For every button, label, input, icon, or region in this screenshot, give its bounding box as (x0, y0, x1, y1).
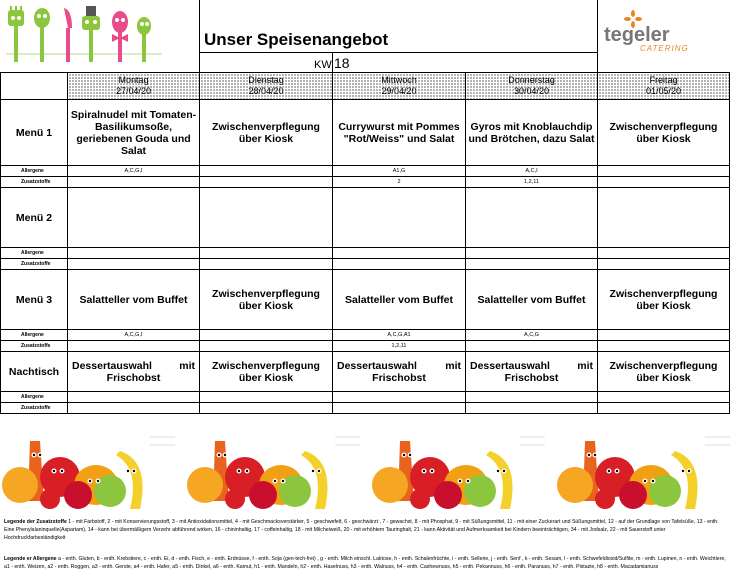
dessert-row (1, 352, 730, 392)
dessert-text: Frischobst (372, 371, 426, 384)
dessert-text: Dessertauswahl (72, 359, 152, 372)
allergene-cell: A,C,G,A1 (333, 330, 466, 341)
legend-zusatzstoffe (4, 518, 726, 542)
header-divider (199, 0, 200, 72)
zusatzstoffe-cell (598, 259, 730, 270)
zusatzstoffe-cell (68, 177, 200, 188)
menu2-allergene-row (1, 248, 730, 259)
dish-cell: Zwischenverpflegung über Kiosk (200, 100, 333, 166)
menu1-allergene-row (1, 166, 730, 177)
dish-cell: Gyros mit Knoblauchdip und Brötchen, dazu Salat (466, 100, 598, 166)
dish-cell (333, 188, 466, 248)
menu-table (0, 72, 730, 414)
zusatzstoffe-cell (200, 341, 333, 352)
header (0, 0, 731, 72)
dish-cell (333, 352, 466, 392)
menu1-zusatzstoffe-row (1, 177, 730, 188)
calendar-week-label: KW (314, 59, 332, 71)
day-date: 01/05/20 (645, 86, 682, 96)
day-name: Mittwoch (381, 75, 417, 85)
day-name: Dienstag (248, 75, 284, 85)
fruit-characters-illustration (185, 431, 360, 511)
zusatzstoffe-label: Zusatzstoffe (1, 177, 68, 188)
legend-allergene-label: Legende er Allergene (4, 556, 57, 562)
zusatzstoffe-label: Zusatzstoffe (1, 259, 68, 270)
day-name: Montag (118, 75, 149, 85)
dish-cell (598, 188, 730, 248)
allergene-cell: A,C,G (466, 330, 598, 341)
fruit-characters-illustration (370, 431, 545, 511)
zusatzstoffe-label: Zusatzstoffe (1, 341, 68, 352)
allergene-cell (598, 392, 730, 403)
dessert-text: mit (577, 359, 593, 372)
menu2-zusatzstoffe-row (1, 259, 730, 270)
zusatzstoffe-cell (598, 341, 730, 352)
allergene-label: Allergene (1, 248, 68, 259)
row-label-dessert: Nachtisch (1, 352, 68, 392)
dessert-text: mit (445, 359, 461, 372)
allergene-cell (598, 248, 730, 259)
tegeler-catering-logo (604, 10, 724, 58)
zusatzstoffe-cell (466, 403, 598, 414)
allergene-cell (200, 248, 333, 259)
dish-cell (68, 188, 200, 248)
zusatzstoffe-cell (200, 259, 333, 270)
day-date: 29/04/20 (381, 86, 417, 96)
row-label-menu1: Menü 1 (1, 100, 68, 166)
zusatzstoffe-cell: 1,2,11 (466, 177, 598, 188)
fruit-characters-illustration (0, 431, 175, 511)
dish-cell (200, 188, 333, 248)
dish-cell: Zwischenverpflegung über Kiosk (200, 352, 333, 392)
zusatzstoffe-cell (466, 341, 598, 352)
day-header-tuesday (200, 73, 333, 100)
dish-cell: Zwischenverpflegung über Kiosk (598, 352, 730, 392)
legend-allergene-text: a - enth. Gluten, b - enth. Krebstiere, c - enth. Ei, d - enth. Fisch, e - enth. Erdnüsse, f - enth. Soja (gen-tech-frei) , g - enth. Milch einschl. Laktose, h - enth. Schalenfrüchte, i - enth. Sellerie, j - enth. Senf , k - enth. Sesam, l - enth. Schwefeldioxid/Sulfite, m - enth. Lupinen, n - enth. Weichtiere, a1 - enth. Weizen, a2 - enth. Roggen, a3 - enth. Gerste, a4 - enth. Hafer, a5 - enth. Dinkel, a6 - enth. Kamut, h1 - enth. Mandeln, h2 - enth. Haselnuss, h3 - enth. Walnuss, h4 - enth. Cashewnuss, h5 - enth. Pekannuss, h6 - enth. Paranuss, h7 - enth. Pistazie, h8 - enth. Macadamianuss (4, 556, 726, 570)
zusatzstoffe-cell (68, 403, 200, 414)
zusatzstoffe-cell: 1,2,11 (333, 341, 466, 352)
fruit-characters-illustration (555, 431, 730, 511)
dessert-text: Dessertauswahl (337, 359, 417, 372)
logo-subtitle: CATERING (640, 44, 689, 53)
allergene-cell (68, 248, 200, 259)
day-header-monday (68, 73, 200, 100)
allergene-cell (466, 392, 598, 403)
dish-cell: Zwischenverpflegung über Kiosk (598, 100, 730, 166)
row-label-menu3: Menü 3 (1, 270, 68, 330)
day-date: 30/04/20 (513, 86, 550, 96)
allergene-cell (68, 392, 200, 403)
allergene-cell (333, 392, 466, 403)
page-title: Unser Speisenangebot (204, 30, 389, 49)
header-divider (597, 0, 598, 72)
dish-cell (68, 352, 200, 392)
day-date: 27/04/20 (115, 86, 152, 96)
zusatzstoffe-cell (68, 259, 200, 270)
allergene-cell (200, 392, 333, 403)
day-header-friday (598, 73, 730, 100)
day-header-wednesday (333, 73, 466, 100)
dish-cell: Currywurst mit Pommes "Rot/Weiss" und Salat (333, 100, 466, 166)
day-name: Freitag (649, 75, 678, 85)
dish-cell (466, 188, 598, 248)
legend-allergene (4, 555, 726, 571)
allergene-cell: A,C,G,I (68, 330, 200, 341)
menu3-zusatzstoffe-row (1, 341, 730, 352)
dessert-text: Frischobst (504, 371, 559, 384)
dish-cell: Salatteller vom Buffet (466, 270, 598, 330)
cutlery-characters-illustration (2, 4, 162, 68)
row-label-menu2: Menü 2 (1, 188, 68, 248)
zusatzstoffe-cell (68, 341, 200, 352)
dish-cell: Zwischenverpflegung über Kiosk (200, 270, 333, 330)
legend-zusatzstoffe-label: Legende der Zusatzstoffe (4, 519, 67, 525)
zusatzstoffe-cell: 2 (333, 177, 466, 188)
allergene-label: Allergene (1, 392, 68, 403)
zusatzstoffe-cell (333, 403, 466, 414)
dessert-text: Frischobst (106, 371, 161, 384)
dessert-text: Dessertauswahl (470, 359, 550, 372)
zusatzstoffe-cell (333, 259, 466, 270)
day-date: 28/04/20 (248, 86, 284, 96)
day-header-thursday (466, 73, 598, 100)
allergene-cell (333, 248, 466, 259)
allergene-cell (598, 330, 730, 341)
day-name: Donnerstag (508, 75, 555, 85)
zusatzstoffe-cell (598, 177, 730, 188)
zusatzstoffe-cell (200, 177, 333, 188)
logo-wordmark: tegeler (604, 24, 670, 46)
allergene-cell (466, 248, 598, 259)
zusatzstoffe-cell (598, 403, 730, 414)
dish-cell: Salatteller vom Buffet (333, 270, 466, 330)
menu3-row (1, 270, 730, 330)
allergene-cell (200, 166, 333, 177)
header-divider (332, 52, 333, 72)
zusatzstoffe-cell (466, 259, 598, 270)
allergene-cell (200, 330, 333, 341)
dish-cell: Salatteller vom Buffet (68, 270, 200, 330)
allergene-cell: A,C,G,I (68, 166, 200, 177)
dessert-allergene-row (1, 392, 730, 403)
zusatzstoffe-cell (200, 403, 333, 414)
menu3-allergene-row (1, 330, 730, 341)
allergene-label: Allergene (1, 166, 68, 177)
weekday-header-row (1, 73, 730, 100)
dessert-zusatzstoffe-row (1, 403, 730, 414)
allergene-cell (598, 166, 730, 177)
header-divider (199, 52, 597, 53)
table-corner (1, 73, 68, 100)
allergene-cell: A,C,I (466, 166, 598, 177)
dessert-text: mit (179, 359, 195, 372)
allergene-label: Allergene (1, 330, 68, 341)
legend-zusatzstoffe-text: 1 - mit Farbstoff, 2 - mit Konservierungsstoff, 3 - mit Antioxidationsmittel, 4 - mit Geschmacksverstärker, 5 - geschwefelt, 6 - geschwärzt , 7 - gewachst, 8 - mit Phosphat, 9 - mit Süßungsmittel, 11 - mit einer Zuckerart und Süßungsmittel, 12 - auf der Grundlage von Tafelsüße, 13 - enth. Eine Phenylalaninquelle(Aspartam), 14 - kann bei übermäßigem Verzehr abführend wirken, 16 - chininhaltig, 17 - coffeinhaltig, 18 - mit Milcheiweiß, 20 - mit erhöhtem Tauringhalt, 21 - kann Aktivität und Aufmerksamkeit bei Kindern beeinträchtigen, 34 - mit Jodsalz, 22 - mit Sauerstoff unter Hochdruckfarbeständigkeit (4, 519, 719, 541)
dish-cell (466, 352, 598, 392)
menu2-row (1, 188, 730, 248)
dish-cell: Zwischenverpflegung über Kiosk (598, 270, 730, 330)
dish-cell: Spiralnudel mit Tomaten-Basilikumsoße, geriebenen Gouda und Salat (68, 100, 200, 166)
zusatzstoffe-label: Zusatzstoffe (1, 403, 68, 414)
calendar-week-number: 18 (334, 55, 350, 71)
menu1-row (1, 100, 730, 166)
allergene-cell: A1,G (333, 166, 466, 177)
